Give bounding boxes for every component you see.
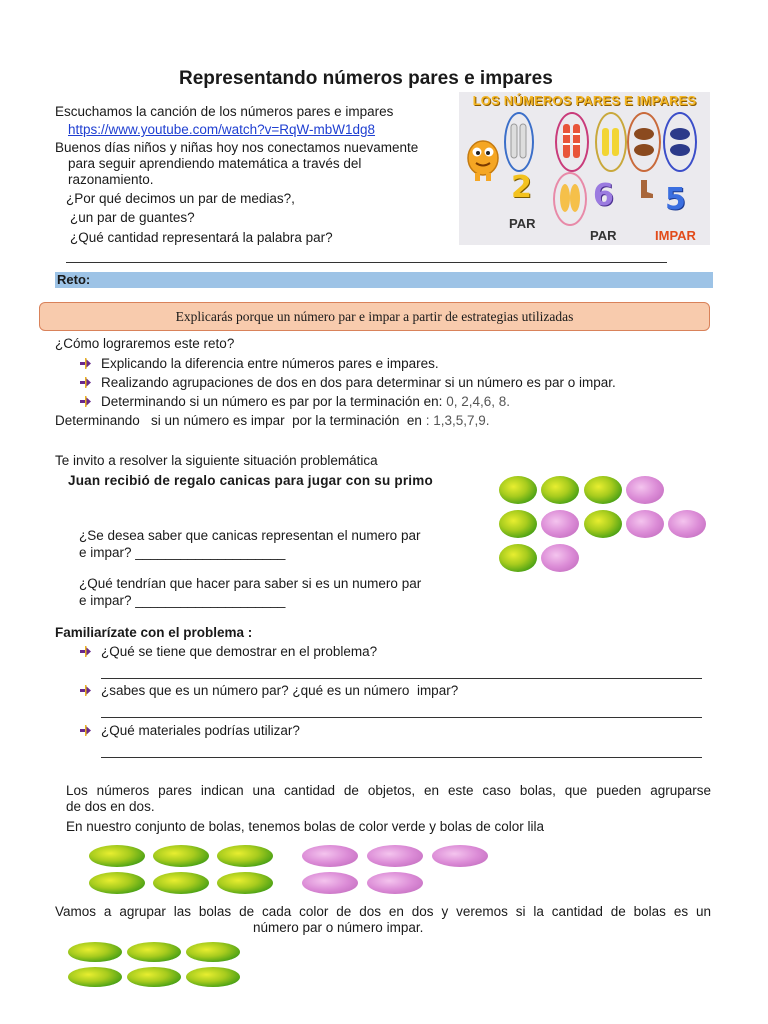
marble-green (541, 476, 579, 504)
marble-lilac (367, 845, 423, 867)
intro-question-3: ¿Qué cantidad representará la palabra par? (70, 230, 333, 245)
problem-question-1-line-2: e impar? ____________________ (79, 545, 286, 560)
explanation-paragraph-3-line-1: Vamos a agrupar las bolas de cada color de dos en dos y veremos si la cantidad de bolas es un (55, 904, 711, 919)
marble-green (217, 845, 273, 867)
intro-line-3: para seguir aprendiendo matemática a través del (68, 156, 362, 171)
familiariza-heading: Familiarízate con el problema : (55, 625, 253, 640)
marble-green (499, 510, 537, 538)
explanation-paragraph-1-line-2: de dos en dos. (66, 799, 155, 814)
odd-rule (55, 413, 490, 428)
pair-ring-gloves (595, 112, 627, 172)
explanation-paragraph-1-line-1: Los números pares indican una cantidad de objetos, en este caso bolas, que pueden agruparse (66, 783, 711, 798)
bullet-arrow-icon (80, 685, 91, 696)
marble-green (153, 845, 209, 867)
poster-label-par-1: PAR (509, 216, 536, 231)
marble-lilac (626, 510, 664, 538)
marble-lilac (302, 872, 358, 894)
marble-lilac (541, 544, 579, 572)
marble-green (127, 942, 181, 962)
bullet-arrow-icon (80, 358, 91, 369)
marble-green (153, 872, 209, 894)
reto-objective: Explicarás porque un número par e impar a partir de estrategias utilizadas (39, 302, 710, 331)
intro-line-4: razonamiento. (68, 172, 154, 187)
answer-line (66, 262, 667, 263)
marble-green (68, 967, 122, 987)
marble-lilac (626, 476, 664, 504)
marble-lilac (432, 845, 488, 867)
pair-ring-shoes (627, 112, 661, 172)
marble-green (89, 872, 145, 894)
bullet-arrow-icon (80, 396, 91, 407)
marble-green (217, 872, 273, 894)
marble-lilac (367, 872, 423, 894)
problem-question-2-line-1: ¿Qué tendrían que hacer para saber si es un numero par (79, 576, 422, 591)
marble-green (499, 544, 537, 572)
intro-question-2: ¿un par de guantes? (70, 210, 195, 225)
marbles-by-color (75, 838, 515, 898)
como-bullet-2: Realizando agrupaciones de dos en dos para determinar si un número es par o impar. (101, 375, 616, 390)
mascot-icon (463, 132, 503, 182)
como-bullet-1: Explicando la diferencia entre números pares e impares. (101, 356, 439, 371)
sneaker-pair-icon (665, 114, 695, 170)
intro-question-1: ¿Por qué decimos un par de medias?, (66, 191, 295, 206)
song-link[interactable]: https://www.youtube.com/watch?v=RqW-mbW1dg8 (68, 122, 376, 137)
explanation-paragraph-2: En nuestro conjunto de bolas, tenemos bolas de color verde y bolas de color lila (66, 819, 545, 834)
answer-line (101, 678, 702, 679)
shoe-pair-icon (629, 114, 659, 170)
answer-line (101, 757, 702, 758)
problem-heading: Juan recibió de regalo canicas para jugar con su primo (68, 473, 433, 488)
marble-green (499, 476, 537, 504)
striped-sock-pair-icon (557, 114, 587, 170)
marble-green (68, 942, 122, 962)
poster-number-five: 5 (665, 182, 686, 217)
pair-ring-sneakers (663, 112, 697, 172)
single-boot-icon (637, 178, 655, 200)
page-title: Representando números pares e impares (179, 68, 553, 89)
pair-ring-slippers (553, 172, 587, 226)
como-question: ¿Cómo lograremos este reto? (55, 336, 235, 351)
problem-question-1-line-1: ¿Se desea saber que canicas representan el numero par (79, 528, 421, 543)
poster-number-six: 6 (593, 178, 614, 213)
marbles-group (492, 470, 722, 580)
marble-green (584, 476, 622, 504)
marble-green (186, 967, 240, 987)
odd-rule-text: Determinando si un número es impar por la terminación en (55, 413, 422, 428)
marble-green (186, 942, 240, 962)
marble-green (584, 510, 622, 538)
pair-ring-socks (504, 112, 534, 172)
pair-ring-socks-striped (555, 112, 589, 172)
familiariza-question-3: ¿Qué materiales podrías utilizar? (101, 723, 300, 738)
bullet-arrow-icon (80, 725, 91, 736)
glove-pair-icon (597, 114, 625, 170)
reto-bar: Reto: (55, 272, 713, 288)
problem-question-2-line-2: e impar? ____________________ (79, 593, 286, 608)
intro-line-2: Buenos días niños y niñas hoy nos conectamos nuevamente (55, 140, 419, 155)
green-marbles-grouped (62, 938, 252, 994)
marble-green (127, 967, 181, 987)
poster-label-impar: IMPAR (655, 228, 696, 243)
como-bullet-3 (101, 394, 510, 409)
slipper-pair-icon (555, 174, 585, 224)
familiariza-question-1: ¿Qué se tiene que demostrar en el problema? (101, 644, 378, 659)
familiariza-question-2: ¿sabes que es un número par? ¿qué es un número impar? (101, 683, 459, 698)
poster-title: LOS NÚMEROS PARES E IMPARES (472, 93, 697, 108)
poster-number-two: 2 (511, 170, 532, 205)
intro-line-1: Escuchamos la canción de los números pares e impares (55, 104, 394, 119)
marble-lilac (302, 845, 358, 867)
marble-lilac (668, 510, 706, 538)
answer-line (101, 717, 702, 718)
explanation-paragraph-3-line-2: número par o número impar. (253, 920, 424, 935)
pares-impares-poster (459, 92, 710, 245)
even-rule-text: Determinando si un número es par por la terminación en: (101, 394, 443, 409)
sock-pair-icon (506, 114, 532, 170)
bullet-arrow-icon (80, 377, 91, 388)
invite-text: Te invito a resolver la siguiente situación problemática (55, 453, 378, 468)
marble-lilac (541, 510, 579, 538)
marble-green (89, 845, 145, 867)
odd-digits: : 1,3,5,7,9. (425, 413, 490, 428)
poster-label-par-2: PAR (590, 228, 617, 243)
even-digits: 0, 2,4,6, 8. (446, 394, 510, 409)
bullet-arrow-icon (80, 646, 91, 657)
